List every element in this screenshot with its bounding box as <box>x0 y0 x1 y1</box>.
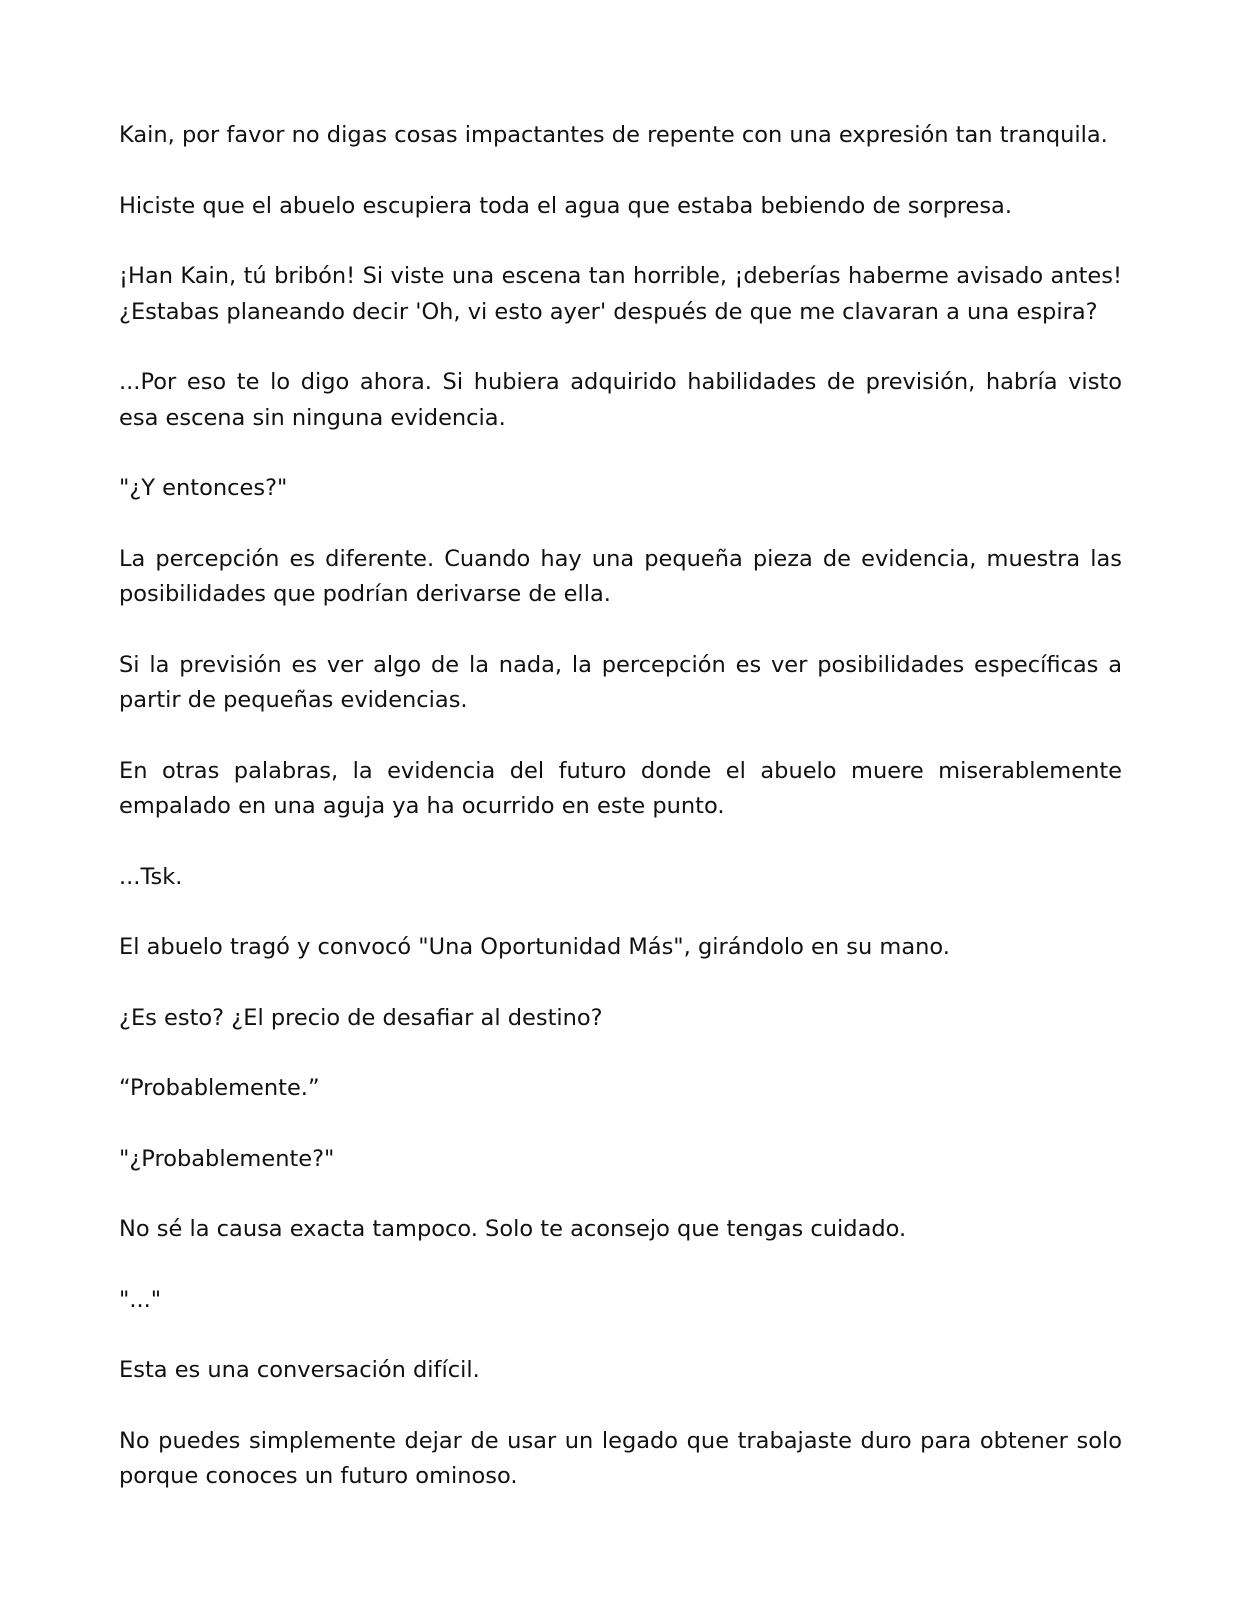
paragraph: Kain, por favor no digas cosas impactantes de repente con una expresión tan tranquila. <box>119 122 1108 148</box>
paragraph: ¿Es esto? ¿El precio de desafiar al destino? <box>119 1004 603 1031</box>
paragraph: No sé la causa exacta tampoco. Solo te aconsejo que tengas cuidado. <box>119 1216 907 1242</box>
paragraph: ...Por eso te lo digo ahora. Si hubiera adquirido habilidades de previsión, habría visto esa escena sin ninguna evidencia. <box>119 369 1122 431</box>
document-body <box>119 118 1122 1530</box>
paragraph: ¡Han Kain, tú bribón! Si viste una escena tan horrible, ¡deberías haberme avisado antes! ¿Estabas planeando decir 'Oh, vi esto ayer' después de que me clavaran a una espira? <box>119 263 1122 325</box>
paragraph: No puedes simplemente dejar de usar un legado que trabajaste duro para obtener solo porque conoces un futuro ominoso. <box>119 1427 1122 1489</box>
paragraph: "..." <box>119 1286 162 1313</box>
paragraph: En otras palabras, la evidencia del futuro donde el abuelo muere miserablemente empalado en una aguja ya ha ocurrido en este punto. <box>119 757 1122 819</box>
paragraph: "¿Y entonces?" <box>119 475 288 501</box>
paragraph: "¿Probablemente?" <box>119 1145 335 1172</box>
paragraph: ...Tsk. <box>119 863 183 890</box>
paragraph: El abuelo tragó y convocó "Una Oportunidad Más", girándolo en su mano. <box>119 934 950 960</box>
paragraph: “Probablemente.” <box>119 1075 320 1101</box>
paragraph: Hiciste que el abuelo escupiera toda el agua que estaba bebiendo de sorpresa. <box>119 192 1013 219</box>
paragraph: La percepción es diferente. Cuando hay una pequeña pieza de evidencia, muestra las posibilidades que podrían derivarse de ella. <box>119 545 1122 607</box>
paragraph: Si la previsión es ver algo de la nada, la percepción es ver posibilidades específicas a partir de pequeñas evidencias. <box>119 651 1122 713</box>
paragraph: Esta es una conversación difícil. <box>119 1357 480 1383</box>
